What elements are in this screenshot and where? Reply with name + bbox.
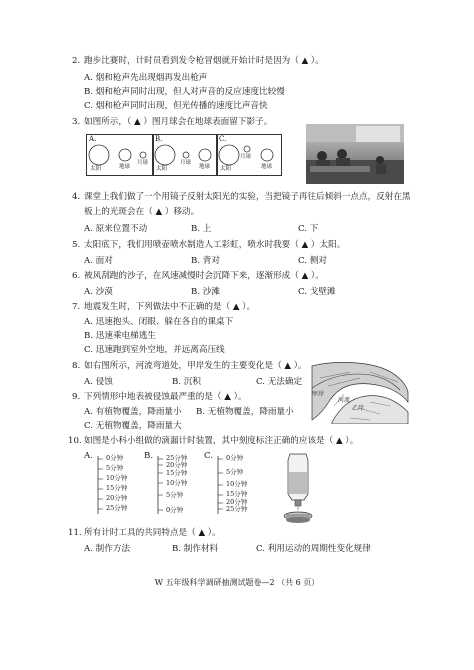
page-footer: W 五年级科学调研抽测试题卷—2 （共 6 页） (154, 578, 320, 587)
q10-scale-a-mark: 0分钟 (106, 454, 124, 462)
q5-stem: 太阳底下，我们用喷壶喷水制造人工彩虹，喷水时我要（ ▲ ）太阳。 (84, 240, 346, 250)
q3-c-moon (244, 146, 250, 152)
q3-c-letter: C. (219, 135, 227, 143)
q10-scale-a (84, 452, 144, 518)
q3-a-sun (89, 145, 109, 165)
q9-option-b: B. 无植物覆盖，降雨量小 (196, 407, 294, 417)
q3-b-sun (155, 145, 175, 165)
q10-scale-c-mark: 20分钟 (226, 498, 248, 506)
q3-diagram-b (152, 134, 218, 176)
q3-c-sun-label: 太阳 (220, 166, 232, 172)
q7-option-c: C. 迅速跑到室外空地，并远离高压线 (84, 345, 225, 355)
q5-number: 5. (72, 240, 81, 250)
q3-diagram-a (86, 134, 154, 176)
q6-option-c: C. 戈壁滩 (298, 287, 336, 297)
q11-option-a: A. 制作方法 (84, 544, 131, 554)
q3-classroom-photo (306, 124, 404, 184)
q10-scale-c (204, 452, 264, 518)
q8-stem: 如右图所示，河流弯道处，甲岸发生的主要变化是（ ▲ ）。 (84, 361, 307, 371)
q8-label-river: 河流 (338, 397, 351, 404)
q6-option-b: B. 沙滩 (191, 287, 220, 297)
q10-scale-b-mark: 0分钟 (166, 506, 184, 514)
q9-option-a: A. 有植物覆盖，降雨量小 (84, 407, 182, 417)
q2-number: 2. (72, 56, 81, 66)
q4-option-a: A. 原来位置不动 (84, 224, 148, 234)
q10-scale-c-mark: 5分钟 (226, 468, 244, 476)
q3-c-sun (219, 145, 239, 165)
q3-a-sun-label: 太阳 (90, 166, 102, 172)
q7-number: 7. (72, 302, 81, 312)
q8-river-diagram (310, 358, 410, 424)
q10-scale-a-mark: 15分钟 (106, 484, 128, 492)
q3-b-letter: B. (155, 135, 163, 143)
q3-b-sun-label: 太阳 (156, 166, 168, 172)
q4-option-c: C. 下 (298, 224, 319, 234)
q3-c-moon-label: 月球 (240, 154, 252, 160)
q2-option-a: A. 烟和枪声先出现烟再发出枪声 (84, 73, 208, 83)
q6-number: 6. (72, 271, 81, 281)
q3-a-moon (140, 152, 146, 158)
q4-number: 4. (72, 192, 81, 202)
q7-option-a: A. 迅速抱头、闭眼、躲在各自的课桌下 (84, 317, 234, 327)
q6-option-a: A. 沙漠 (84, 287, 113, 297)
q5-option-a: A. 面对 (84, 256, 113, 266)
q8-option-a: A. 侵蚀 (84, 377, 113, 387)
q3-c-earth (261, 149, 273, 161)
q5-option-b: B. 背对 (191, 256, 220, 266)
q7-stem: 地震发生时，下列做法中不正确的是（ ▲ ）。 (84, 302, 256, 312)
q11-stem: 所有计时工具的共同特点是（ ▲ ）。 (84, 528, 221, 538)
q11-option-b: B. 制作材料 (172, 544, 219, 554)
q10-scale-b-mark: 25分钟 (166, 454, 188, 462)
q10-scale-c-mark: 10分钟 (226, 480, 248, 488)
q7-option-b: B. 迅速乘电梯逃生 (84, 331, 156, 341)
q3-c-earth-label: 地球 (261, 164, 273, 170)
q10-stem: 如图是小科小组做的滴漏计时装置，其中刻度标注正确的应该是（ ▲ ）。 (84, 436, 359, 446)
q3-diagram-c (216, 134, 282, 176)
q8-option-b: B. 沉积 (172, 377, 201, 387)
q3-b-earth (199, 149, 211, 161)
q9-option-c: C. 无植物覆盖，降雨量大 (84, 421, 182, 431)
q11-number: 11. (68, 528, 82, 538)
q8-label-yi: 乙岸 (352, 405, 365, 412)
q10-scale-b-mark: 5分钟 (166, 491, 184, 499)
q5-option-c: C. 侧对 (298, 256, 327, 266)
q10-scale-b-mark: 15分钟 (166, 469, 188, 477)
q3-b-moon-label: 月球 (180, 160, 192, 166)
q10-scale-a-letter: A. (84, 451, 93, 461)
q4-option-b: B. 上 (191, 224, 212, 234)
q9-stem: 下列情形中地表被侵蚀最严重的是（ ▲ ）。 (84, 392, 247, 402)
q10-scale-c-mark: 15分钟 (226, 490, 248, 498)
q10-drip-bottle-illustration (278, 450, 318, 524)
q2-stem: 跑步比赛时，计时员看到发令枪冒烟就开始计时是因为（ ▲ ）。 (84, 56, 324, 66)
q8-option-c: C. 无法确定 (256, 377, 303, 387)
q10-scale-b-letter: B. (144, 451, 154, 461)
q9-number: 9. (72, 392, 81, 402)
q3-b-moon (183, 152, 189, 158)
q2-option-c: C. 烟和枪声同时出现，但光传播的速度比声音快 (84, 101, 268, 111)
q10-scale-c-letter: C. (204, 451, 214, 461)
q3-a-letter: A. (89, 135, 97, 143)
q10-scale-a-mark: 5分钟 (106, 464, 124, 472)
q3-a-moon-label: 月球 (137, 160, 149, 166)
q10-number: 10. (68, 436, 82, 446)
q10-scale-a-mark: 25分钟 (106, 504, 128, 512)
q10-scale-b-mark: 20分钟 (166, 461, 188, 469)
q4-stem-line2: 板上的光斑会在（ ▲ ）移动。 (84, 207, 200, 217)
q2-option-b: B. 烟和枪声同时出现，但人对声音的反应速度比较慢 (84, 87, 285, 97)
q3-b-earth-label: 地球 (199, 164, 211, 170)
q10-scale-b (144, 452, 204, 518)
q3-number: 3. (72, 117, 81, 127)
q10-scale-b-mark: 10分钟 (166, 479, 188, 487)
q8-label-jia: 甲岸 (312, 391, 325, 398)
q10-scale-c-mark: 25分钟 (226, 505, 248, 513)
q8-number: 8. (72, 361, 81, 371)
q10-scale-a-mark: 10分钟 (106, 474, 128, 482)
q11-option-c: C. 利用运动的周期性变化规律 (256, 544, 371, 554)
q4-stem-line1: 课堂上我们做了一个用镜子反射太阳光的实验，当把镜子再往后倾斜一点点，反射在黑 (84, 192, 411, 202)
q3-a-earth-label: 地球 (119, 164, 131, 170)
q3-a-earth (119, 149, 131, 161)
q10-scale-a-mark: 20分钟 (106, 494, 128, 502)
q3-stem: 如图所示，（ ▲ ）图月球会在地球表面留下影子。 (84, 117, 273, 127)
q10-scale-c-mark: 0分钟 (226, 454, 244, 462)
q6-stem: 被风刮跑的沙子，在风速减慢时会沉降下来，逐渐形成（ ▲ ）。 (84, 271, 324, 281)
